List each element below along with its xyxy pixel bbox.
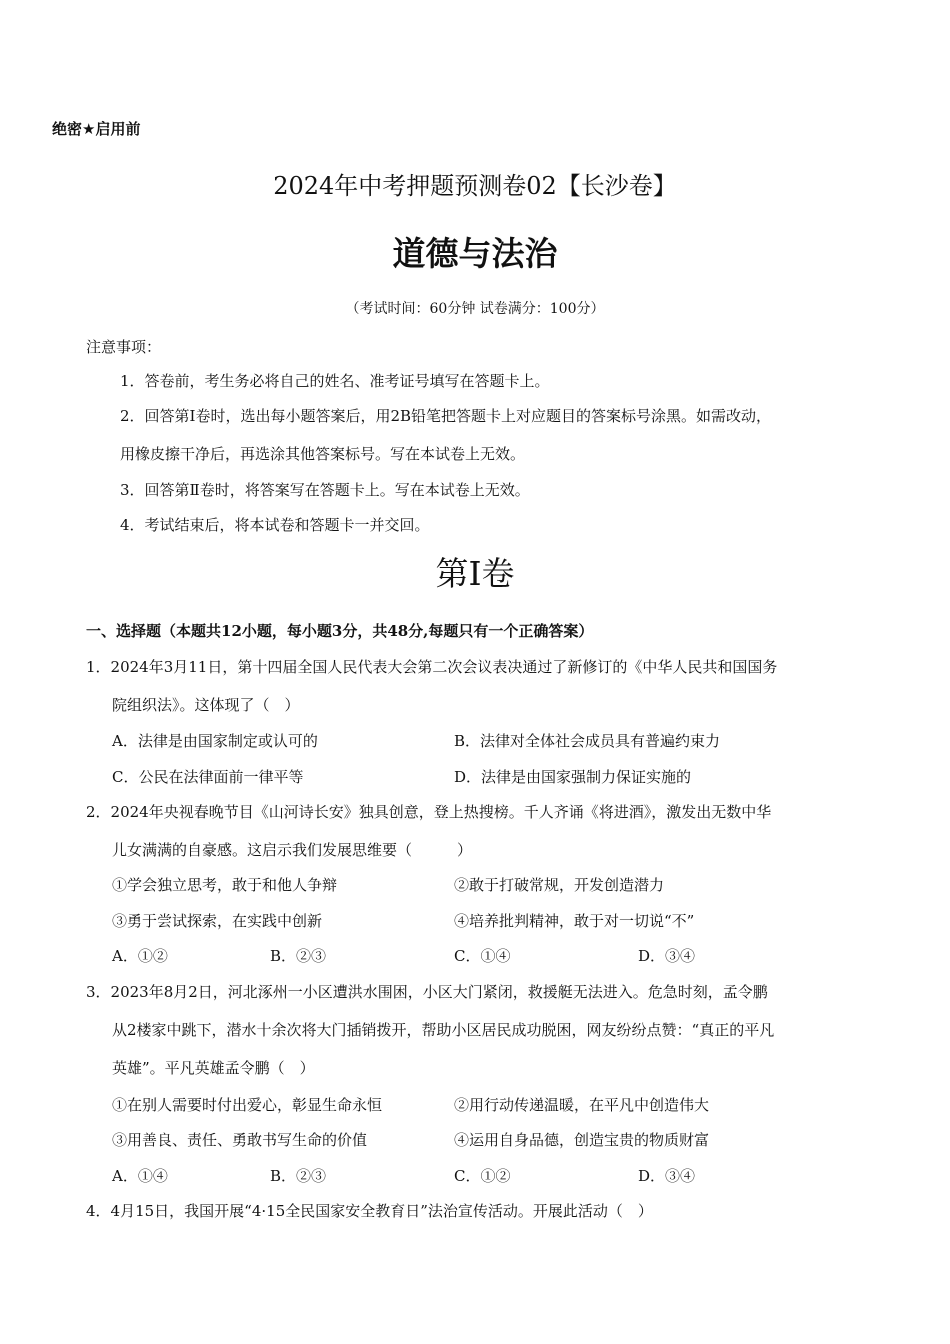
- option-a: A．①④: [112, 1167, 168, 1185]
- statement-2: ②敢于打破常规，开发创造潜力: [454, 876, 665, 894]
- note-item: 用橡皮擦干净后，再选涂其他答案标号。写在本试卷上无效。: [120, 445, 526, 463]
- question-line: 3．2023年8月2日，河北涿州一小区遭洪水围困，小区大门紧闭，救援艇无法进入。危急时刻，孟令鹏: [86, 983, 768, 1001]
- note-item: 3．回答第Ⅱ卷时，将答案写在答题卡上。写在本试卷上无效。: [120, 481, 530, 499]
- statement-4: ④运用自身品德，创造宝贵的物质财富: [454, 1131, 710, 1149]
- question-line: 2．2024年央视春晚节目《山河诗长安》独具创意，登上热搜榜。千人齐诵《将进酒》，激发出无数中华: [86, 803, 772, 821]
- exam-title: 2024年中考押题预测卷02【长沙卷】: [273, 172, 677, 200]
- option-b: B．法律对全体社会成员具有普遍约束力: [454, 732, 721, 750]
- option-b: B．②③: [270, 947, 327, 965]
- statement-1: ①学会独立思考，敢于和他人争辩: [112, 876, 338, 894]
- option-c: C．公民在法律面前一律平等: [112, 768, 304, 786]
- statement-3: ③用善良、责任、勇敢书写生命的价值: [112, 1131, 368, 1149]
- question-line: 英雄”。平凡英雄孟令鹏（ ）: [112, 1059, 315, 1077]
- statement-3: ③勇于尝试探索，在实践中创新: [112, 912, 323, 930]
- option-d: D．法律是由国家强制力保证实施的: [454, 768, 692, 786]
- option-c: C．①④: [454, 947, 511, 965]
- note-item: 4．考试结束后，将本试卷和答题卡一并交回。: [120, 516, 430, 534]
- note-item: 1．答卷前，考生务必将自己的姓名、准考证号填写在答题卡上。: [120, 372, 550, 390]
- confidential-label: 绝密★启用前: [52, 120, 141, 138]
- question-line: 院组织法》。这体现了（ ）: [112, 696, 300, 714]
- question-line: 4．4月15日，我国开展“4·15全民国家安全教育日”法治宣传活动。开展此活动（ ）: [86, 1202, 653, 1220]
- part-heading: 一、选择题（本题共12小题，每小题3分，共48分,每题只有一个正确答案）: [86, 622, 594, 640]
- notes-heading: 注意事项：: [86, 338, 162, 356]
- statement-1: ①在别人需要时付出爱心，彰显生命永恒: [112, 1096, 383, 1114]
- statement-2: ②用行动传递温暖，在平凡中创造伟大: [454, 1096, 710, 1114]
- question-line: 儿女满满的自豪感。这启示我们发展思维要（ ）: [112, 841, 473, 859]
- option-a: A．①②: [112, 947, 168, 965]
- statement-4: ④培养批判精神，敢于对一切说“不”: [454, 912, 695, 930]
- option-c: C．①②: [454, 1167, 511, 1185]
- question-line: 1．2024年3月11日，第十四届全国人民代表大会第二次会议表决通过了新修订的《中华人民共和国国务: [86, 658, 778, 676]
- subject-title: 道德与法治: [392, 234, 558, 273]
- option-a: A．法律是由国家制定或认可的: [112, 732, 318, 750]
- option-d: D．③④: [638, 1167, 696, 1185]
- option-d: D．③④: [638, 947, 696, 965]
- section-title: 第Ⅰ卷: [435, 554, 515, 593]
- option-b: B．②③: [270, 1167, 327, 1185]
- question-line: 从2楼家中跳下，潜水十余次将大门插销拨开，帮助小区居民成功脱困，网友纷纷点赞：“真正的平凡: [112, 1021, 775, 1039]
- exam-info: （考试时间：60分钟 试卷满分：100分）: [345, 301, 605, 317]
- note-item: 2．回答第Ⅰ卷时，选出每小题答案后，用2B铅笔把答题卡上对应题目的答案标号涂黑。如需改动，: [120, 407, 772, 425]
